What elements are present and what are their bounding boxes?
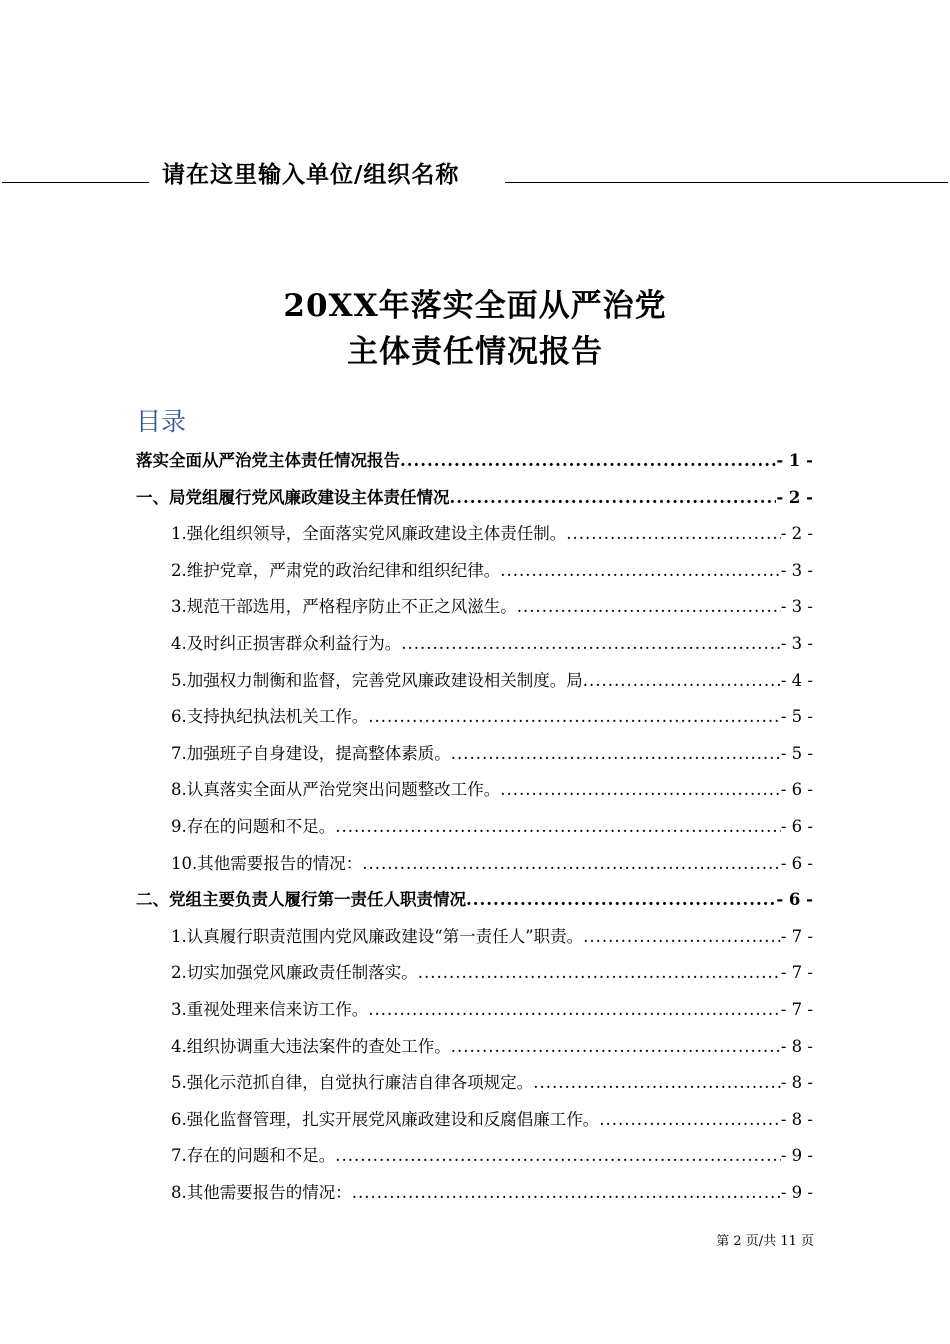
- toc-entry[interactable]: [136, 480, 813, 517]
- org-underline-right: [505, 182, 948, 183]
- toc-entry[interactable]: [136, 1138, 813, 1175]
- toc-entry-text: 8.认真落实全面从严治党突出问题整改工作。: [171, 780, 501, 800]
- table-of-contents: [136, 443, 813, 1211]
- toc-entry-page: - 9 -: [780, 1146, 813, 1166]
- toc-entry-page: - 3 -: [780, 633, 813, 653]
- toc-dot-leader: [517, 589, 781, 626]
- toc-entry-page: - 5 -: [780, 743, 813, 763]
- org-underline-left: [2, 182, 149, 183]
- toc-entry[interactable]: [136, 809, 813, 846]
- toc-entry-page: - 6 -: [780, 780, 813, 800]
- toc-entry-page: - 8 -: [780, 1073, 813, 1093]
- toc-entry[interactable]: [136, 589, 813, 626]
- toc-entry[interactable]: [136, 663, 813, 700]
- toc-entry-page: - 3 -: [780, 560, 813, 580]
- toc-dot-leader: [352, 1175, 781, 1212]
- toc-entry-text: 10.其他需要报告的情况：: [171, 853, 363, 873]
- toc-entry[interactable]: [136, 992, 813, 1029]
- toc-entry-text: 1.强化组织领导，全面落实党风廉政建设主体责任制。: [171, 524, 567, 544]
- toc-entry-page: - 2 -: [780, 524, 813, 544]
- toc-entry-page: - 6 -: [776, 890, 813, 910]
- toc-entry[interactable]: [136, 846, 813, 883]
- toc-entry-text: 2.维护党章，严肃党的政治纪律和组织纪律。: [171, 560, 501, 580]
- toc-entry-text: 1.认真履行职责范围内党风廉政建设“第一责任人”职责。: [171, 926, 584, 946]
- toc-entry[interactable]: [136, 516, 813, 553]
- toc-dot-leader: [335, 809, 781, 846]
- toc-entry[interactable]: [136, 1102, 813, 1139]
- org-name[interactable]: 请在这里输入单位/组织名称: [162, 162, 460, 188]
- toc-dot-leader: [583, 919, 781, 956]
- toc-dot-leader: [451, 736, 781, 773]
- toc-entry[interactable]: [136, 772, 813, 809]
- toc-dot-leader: [566, 516, 781, 553]
- toc-entry[interactable]: [136, 882, 813, 919]
- toc-entry[interactable]: [136, 1175, 813, 1212]
- toc-entry-text: 6.强化监督管理，扎实开展党风廉政建设和反腐倡廉工作。: [171, 1109, 600, 1129]
- toc-dot-leader: [500, 553, 781, 590]
- toc-dot-leader: [450, 480, 777, 517]
- toc-entry-page: - 8 -: [780, 1036, 813, 1056]
- toc-entry-text: 9.存在的问题和不足。: [171, 816, 336, 836]
- toc-entry-text: 7.存在的问题和不足。: [171, 1146, 336, 1166]
- document-title-line2: 主体责任情况报告: [347, 334, 603, 370]
- toc-entry-page: - 9 -: [780, 1182, 813, 1202]
- toc-entry[interactable]: [136, 1029, 813, 1066]
- toc-dot-leader: [466, 882, 776, 919]
- toc-entry-text: 3.规范干部选用，严格程序防止不正之风滋生。: [171, 597, 517, 617]
- toc-entry[interactable]: [136, 699, 813, 736]
- toc-dot-leader: [368, 992, 781, 1029]
- toc-entry-page: - 8 -: [780, 1109, 813, 1129]
- toc-entry[interactable]: [136, 553, 813, 590]
- toc-entry-page: - 2 -: [776, 487, 813, 507]
- toc-entry-page: - 7 -: [780, 963, 813, 983]
- document-title-line1: 20XX年落实全面从严治党: [283, 288, 667, 324]
- toc-entry[interactable]: [136, 736, 813, 773]
- toc-entry-text: 落实全面从严治党主体责任情况报告: [136, 451, 400, 470]
- toc-entry-page: - 7 -: [780, 926, 813, 946]
- toc-entry-text: 二、党组主要负责人履行第一责任人职责情况: [136, 890, 466, 910]
- page-footer: 第 2 页/共 11 页: [716, 1234, 814, 1249]
- toc-entry-page: - 1 -: [776, 451, 813, 470]
- toc-dot-leader: [418, 955, 781, 992]
- toc-dot-leader: [362, 846, 781, 883]
- toc-heading: 目录: [136, 407, 187, 436]
- toc-entry-text: 6.支持执纪执法机关工作。: [171, 707, 369, 727]
- toc-entry[interactable]: [136, 1065, 813, 1102]
- toc-entry-text: 4.及时纠正损害群众利益行为。: [171, 633, 402, 653]
- toc-entry-text: 5.强化示范抓自律，自觉执行廉洁自律各项规定。: [171, 1073, 534, 1093]
- toc-dot-leader: [583, 663, 781, 700]
- toc-entry-text: 一、局党组履行党风廉政建设主体责任情况: [136, 487, 450, 507]
- toc-entry-text: 3.重视处理来信来访工作。: [171, 999, 369, 1019]
- toc-dot-leader: [599, 1102, 781, 1139]
- toc-dot-leader: [401, 626, 781, 663]
- toc-entry[interactable]: [136, 443, 813, 480]
- toc-entry-text: 2.切实加强党风廉政责任制落实。: [171, 963, 418, 983]
- toc-entry[interactable]: [136, 626, 813, 663]
- toc-dot-leader: [400, 443, 776, 480]
- toc-dot-leader: [500, 772, 781, 809]
- toc-entry-text: 7.加强班子自身建设，提高整体素质。: [171, 743, 451, 763]
- toc-entry-page: - 6 -: [780, 816, 813, 836]
- toc-entry-page: - 3 -: [780, 597, 813, 617]
- toc-dot-leader: [451, 1029, 781, 1066]
- toc-entry-text: 5.加强权力制衡和监督，完善党风廉政建设相关制度。局: [171, 670, 583, 690]
- toc-dot-leader: [335, 1138, 781, 1175]
- toc-entry-text: 4.组织协调重大违法案件的查处工作。: [171, 1036, 451, 1056]
- toc-entry-page: - 7 -: [780, 999, 813, 1019]
- toc-dot-leader: [533, 1065, 781, 1102]
- toc-entry-text: 8.其他需要报告的情况：: [171, 1182, 352, 1202]
- toc-entry-page: - 5 -: [780, 707, 813, 727]
- toc-entry[interactable]: [136, 919, 813, 956]
- toc-entry[interactable]: [136, 955, 813, 992]
- toc-entry-page: - 4 -: [780, 670, 813, 690]
- toc-entry-page: - 6 -: [780, 853, 813, 873]
- toc-dot-leader: [368, 699, 781, 736]
